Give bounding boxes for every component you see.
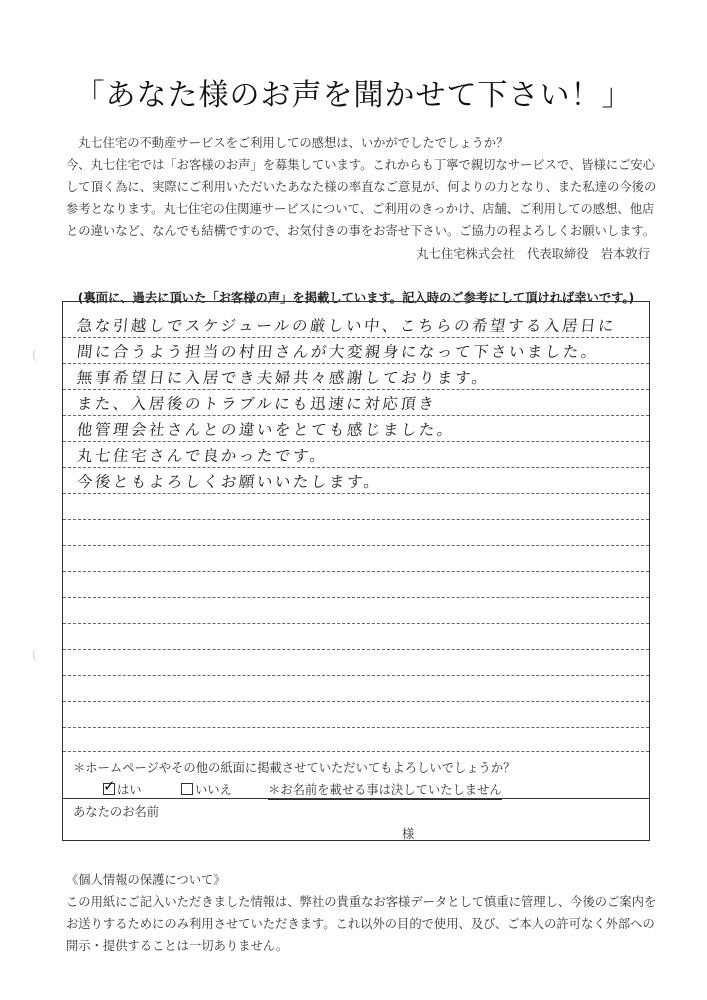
privacy-line: 開示・提供することは一切ありません。	[66, 939, 289, 953]
ruled-line	[63, 337, 649, 338]
yes-checkbox[interactable]	[103, 777, 116, 795]
ruled-line	[63, 649, 649, 650]
yes-label: はい	[117, 783, 142, 797]
ruled-line	[63, 751, 649, 752]
check-mark-icon: ✓	[103, 777, 116, 795]
ruled-line	[63, 519, 649, 520]
page-title: 「あなた様のお声を聞かせて下さい！」	[74, 78, 633, 113]
handwritten-comment-line: 今後ともよろしくお願いいたします。	[75, 473, 383, 491]
ruled-line	[63, 597, 649, 598]
handwritten-comment-line: 無事希望日に入居でき夫婦共々感謝しております。	[75, 369, 491, 387]
ruled-line	[63, 415, 649, 416]
ruled-line	[63, 493, 649, 494]
reference-notice: (裏面に、過去に頂いた「お客様の声」を掲載しています。記入時のご参考にして頂ければ幸いです。)	[77, 291, 635, 305]
handwritten-comment-line: 他管理会社さんとの違いをとても感じました。	[75, 421, 456, 439]
privacy-line: お送りするためにのみ利用させていただきます。これ以外の目的で使用、及び、ご本人の許可なく外部への	[66, 917, 655, 931]
intro-line: 参考となります。丸七住宅の住関連サービスについて、ご利用のきっかけ、店舗、ご利用しての感想、他店	[66, 202, 655, 216]
no-label: いいえ	[195, 783, 232, 797]
ruled-line	[63, 701, 649, 702]
comment-lines	[63, 302, 649, 752]
ruled-line	[63, 545, 649, 546]
privacy-line: この用紙にご記入いただきました情報は、弊社の貴重なお客様データとして慎重に管理し、今後のご案内を	[66, 895, 657, 909]
ruled-line	[63, 441, 649, 442]
consent-no-option[interactable]	[181, 780, 232, 798]
consent-yes-option[interactable]	[103, 777, 142, 798]
name-honorific: 様	[402, 827, 415, 841]
handwritten-comment-line: 丸七住宅さんで良かったです。	[75, 447, 329, 465]
ruled-line	[63, 571, 649, 572]
intro-text	[66, 132, 666, 242]
no-checkbox[interactable]	[181, 783, 193, 795]
ruled-line	[63, 363, 649, 364]
name-field-label: あなたのお名前	[73, 805, 160, 819]
handwritten-comment-line: 急な引越しでスケジュールの厳しい中、こちらの希望する入居日に	[75, 317, 617, 335]
publish-consent-question: ＊ホームページやその他の紙面に掲載させていただいてもよろしいでしょうか？	[73, 761, 516, 775]
section-divider	[63, 798, 649, 799]
punch-hole-mark	[33, 648, 42, 662]
ruled-line	[63, 467, 649, 468]
privacy-heading: 《個人情報の保護について》	[66, 873, 226, 887]
ruled-line	[63, 623, 649, 624]
intro-line: して頂く為に、実際にご利用いただいたあなた様の率直なご意見が、何よりの力となり、また私達の今後の	[66, 180, 657, 194]
handwritten-comment-line: 間に合うよう担当の村田さんが大変親身になって下さいました。	[75, 343, 600, 361]
ruled-line	[63, 389, 649, 390]
name-privacy-note: ＊お名前を載せる事は決していたしません	[268, 780, 502, 800]
ruled-line	[63, 727, 649, 728]
ruled-line	[63, 675, 649, 676]
privacy-section	[66, 869, 676, 957]
intro-line: との違いなど、なんでも結構ですので、お気付きの事をお寄せ下さい。ご協力の程よろしくお願いします。	[66, 224, 656, 238]
signature: 丸七住宅株式会社 代表取締役 岩本敦行	[416, 247, 650, 261]
punch-hole-mark	[33, 348, 42, 362]
comment-form-box	[62, 301, 650, 841]
handwritten-comment-line: また、入居後のトラブルにも迅速に対応頂き	[75, 395, 438, 413]
intro-line: 丸七住宅の不動産サービスをご利用しての感想は、いかがでしたでしょうか？	[78, 136, 509, 150]
intro-line: 今、丸七住宅では「お客様のお声」を募集しています。これからも丁寧で親切なサービスで、皆様にご安心	[66, 158, 656, 172]
